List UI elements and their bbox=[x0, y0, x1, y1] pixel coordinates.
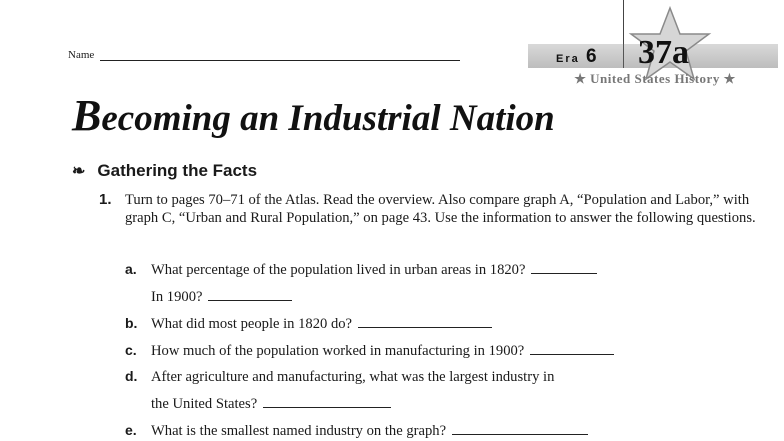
lesson-number: 37a bbox=[638, 34, 689, 71]
era-number: 6 bbox=[586, 46, 598, 67]
subquestion-a-continuation bbox=[151, 288, 292, 306]
era-divider bbox=[623, 44, 624, 68]
subquestion-letter: c. bbox=[125, 342, 137, 358]
subquestion-a bbox=[125, 261, 597, 279]
fleuron-icon: ❧ bbox=[72, 163, 86, 180]
subquestion-continuation: In 1900? bbox=[151, 289, 203, 305]
subquestion-letter: a. bbox=[125, 261, 137, 277]
subquestion-text: What is the smallest named industry on the graph? bbox=[151, 423, 447, 439]
section-heading bbox=[72, 161, 257, 181]
subquestion-b bbox=[125, 315, 492, 333]
section-title: Gathering the Facts bbox=[97, 161, 258, 180]
subquestion-letter: d. bbox=[125, 368, 138, 384]
subquestion-text: After agriculture and manufacturing, what was the largest industry in bbox=[151, 369, 555, 385]
subquestion-d bbox=[125, 368, 554, 386]
answer-blank-e[interactable] bbox=[452, 422, 588, 435]
subquestion-e bbox=[125, 422, 588, 440]
answer-blank-a2[interactable] bbox=[208, 288, 292, 301]
subquestion-text: How much of the population worked in manufacturing in 1900? bbox=[151, 343, 525, 359]
header-rule bbox=[623, 0, 624, 50]
subquestion-letter: e. bbox=[125, 422, 137, 438]
subquestion-d-continuation bbox=[151, 395, 391, 413]
question-number: 1. bbox=[99, 191, 112, 208]
page-title bbox=[72, 90, 555, 141]
question-text: Turn to pages 70–71 of the Atlas. Read the overview. Also compare graph A, “Population and Labor,” with graph C, “Urban and Rural Population,” on page 43. Use the information to answer the following questions. bbox=[125, 192, 756, 226]
subquestion-continuation: the United States? bbox=[151, 396, 258, 412]
answer-blank-c[interactable] bbox=[530, 342, 614, 355]
subquestion-text: What percentage of the population lived in urban areas in 1820? bbox=[151, 262, 526, 278]
subquestion-text: What did most people in 1820 do? bbox=[151, 316, 353, 332]
title-rest: ecoming an Industrial Nation bbox=[101, 98, 555, 139]
subquestion-c bbox=[125, 342, 614, 360]
title-initial: B bbox=[72, 91, 102, 140]
name-field[interactable] bbox=[100, 60, 460, 61]
subject-label: ★ United States History ★ bbox=[574, 71, 736, 86]
answer-blank-d[interactable] bbox=[263, 395, 391, 408]
answer-blank-b[interactable] bbox=[358, 315, 492, 328]
subquestion-letter: b. bbox=[125, 315, 138, 331]
name-label: Name bbox=[68, 49, 95, 61]
answer-blank-a1[interactable] bbox=[531, 261, 597, 274]
era-prefix: Era bbox=[556, 53, 580, 65]
era-label bbox=[556, 46, 598, 68]
